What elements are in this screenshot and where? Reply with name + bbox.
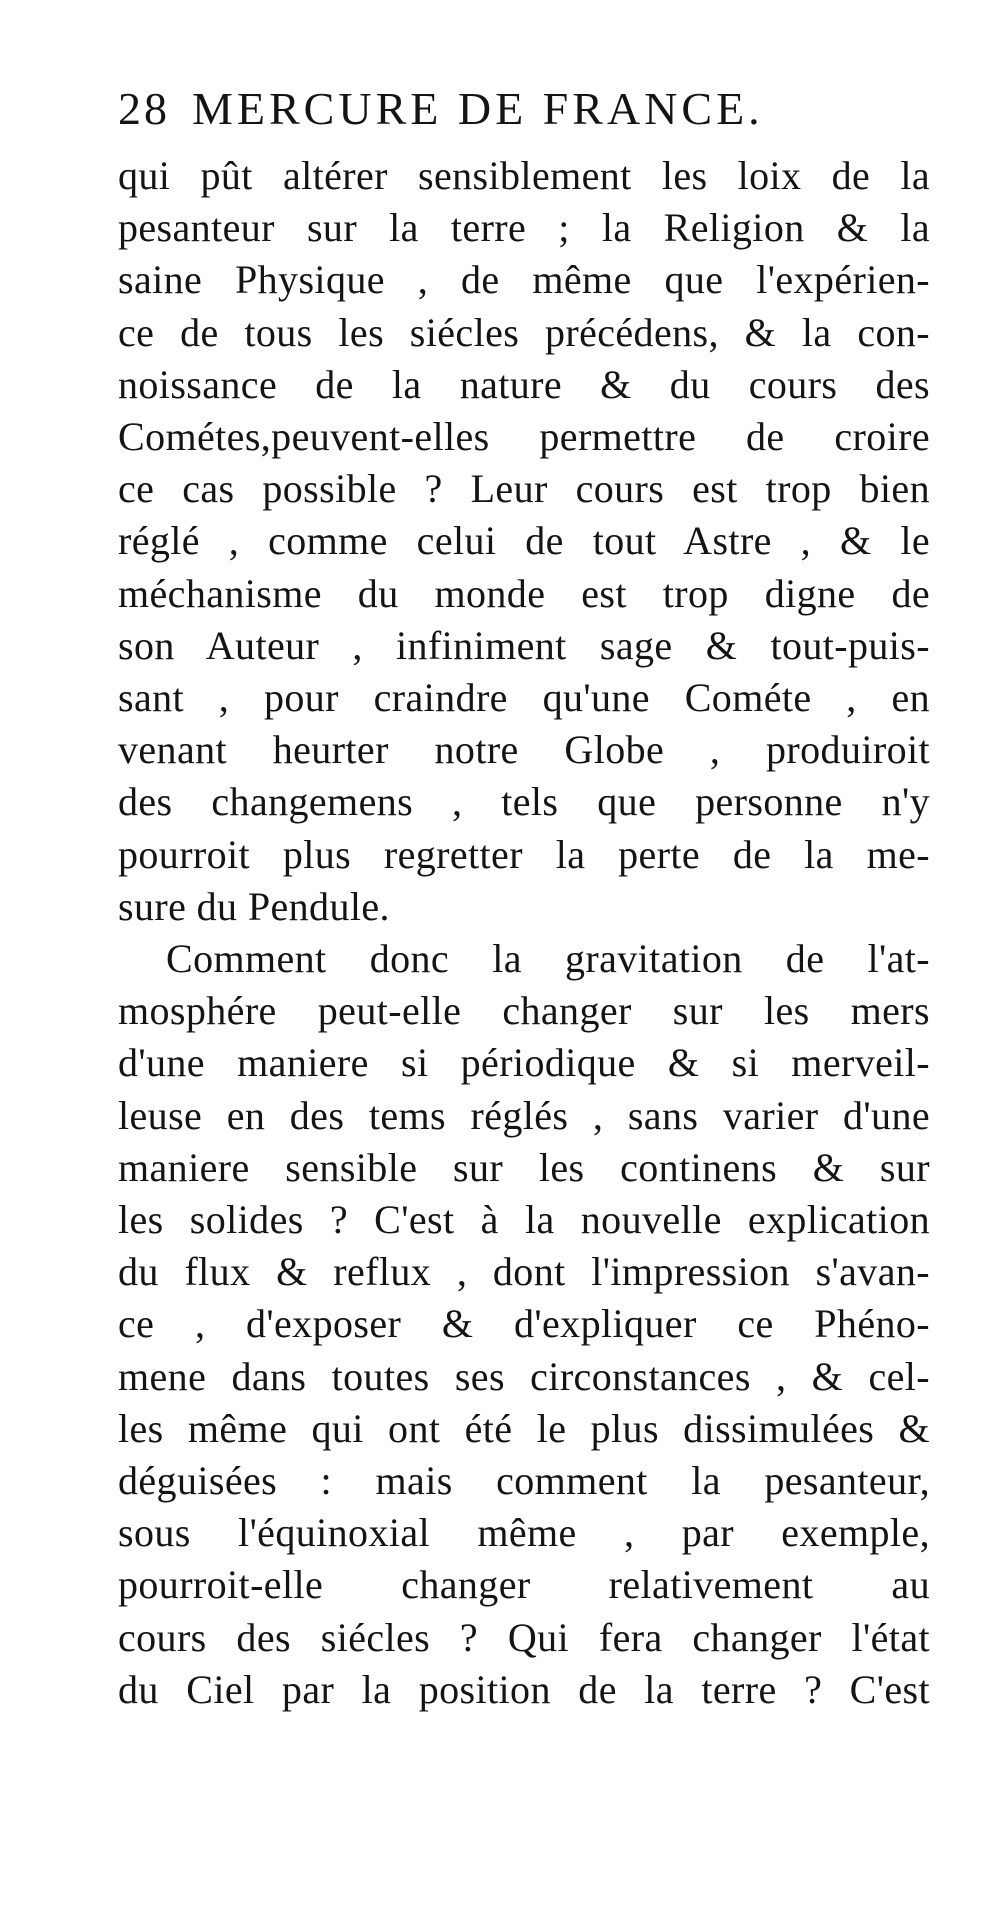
paragraph-2 xyxy=(118,933,930,1716)
text-line: ce de tous les siécles précédens, & la con- xyxy=(118,309,930,355)
text-line: sant , pour craindre qu'une Cométe , en xyxy=(118,675,930,721)
text-line: d'une maniere si périodique & si merveil- xyxy=(118,1040,930,1086)
text-line: sous l'équinoxial même , par exemple, xyxy=(118,1510,930,1556)
text-line: pourroit-elle changer relativement au xyxy=(118,1562,930,1608)
text-line: pesanteur sur la terre ; la Religion & la xyxy=(118,205,930,251)
text-line: Cométes,peuvent-elles permettre de croire xyxy=(118,414,930,460)
text-line: mosphére peut-elle changer sur les mers xyxy=(118,988,930,1034)
body-text xyxy=(118,150,930,1716)
text-line: venant heurter notre Globe , produiroit xyxy=(118,727,930,773)
text-line: saine Physique , de même que l'expérien- xyxy=(118,257,930,303)
text-line: méchanisme du monde est trop digne de xyxy=(118,570,930,616)
text-line: qui pût altérer sensiblement les loix de la xyxy=(118,153,930,198)
text-line: ce cas possible ? Leur cours est trop bien xyxy=(118,466,930,512)
text-line: pourroit plus regretter la perte de la me- xyxy=(118,831,930,877)
text-line: mene dans toutes ses circonstances , & cel- xyxy=(118,1353,930,1399)
text-line: sure du Pendule. xyxy=(118,883,390,929)
text-line: ce , d'exposer & d'expliquer ce Phéno- xyxy=(118,1301,930,1347)
text-line: Comment donc la gravitation de l'at- xyxy=(166,936,930,982)
paragraph-1 xyxy=(118,150,930,933)
text-line: maniere sensible sur les continens & sur xyxy=(118,1144,930,1190)
text-line: déguisées : mais comment la pesanteur, xyxy=(118,1458,930,1504)
text-line: du Ciel par la position de la terre ? C'est xyxy=(118,1666,930,1712)
text-line: son Auteur , infiniment sage & tout-puis- xyxy=(118,622,930,668)
text-line: les solides ? C'est à la nouvelle explication xyxy=(118,1197,930,1243)
text-line: leuse en des tems réglés , sans varier d'une xyxy=(118,1092,930,1138)
page-number: 28 xyxy=(118,83,170,134)
running-head: MERCURE DE FRANCE. xyxy=(192,83,764,134)
text-line: noissance de la nature & du cours des xyxy=(118,361,930,407)
text-line: cours des siécles ? Qui fera changer l'état xyxy=(118,1614,930,1660)
page-header xyxy=(118,82,878,135)
text-line: des changemens , tels que personne n'y xyxy=(118,779,930,825)
text-line: du flux & reflux , dont l'impression s'avan- xyxy=(118,1249,930,1295)
text-line: les même qui ont été le plus dissimulées & xyxy=(118,1405,930,1451)
text-line: réglé , comme celui de tout Astre , & le xyxy=(118,518,930,564)
